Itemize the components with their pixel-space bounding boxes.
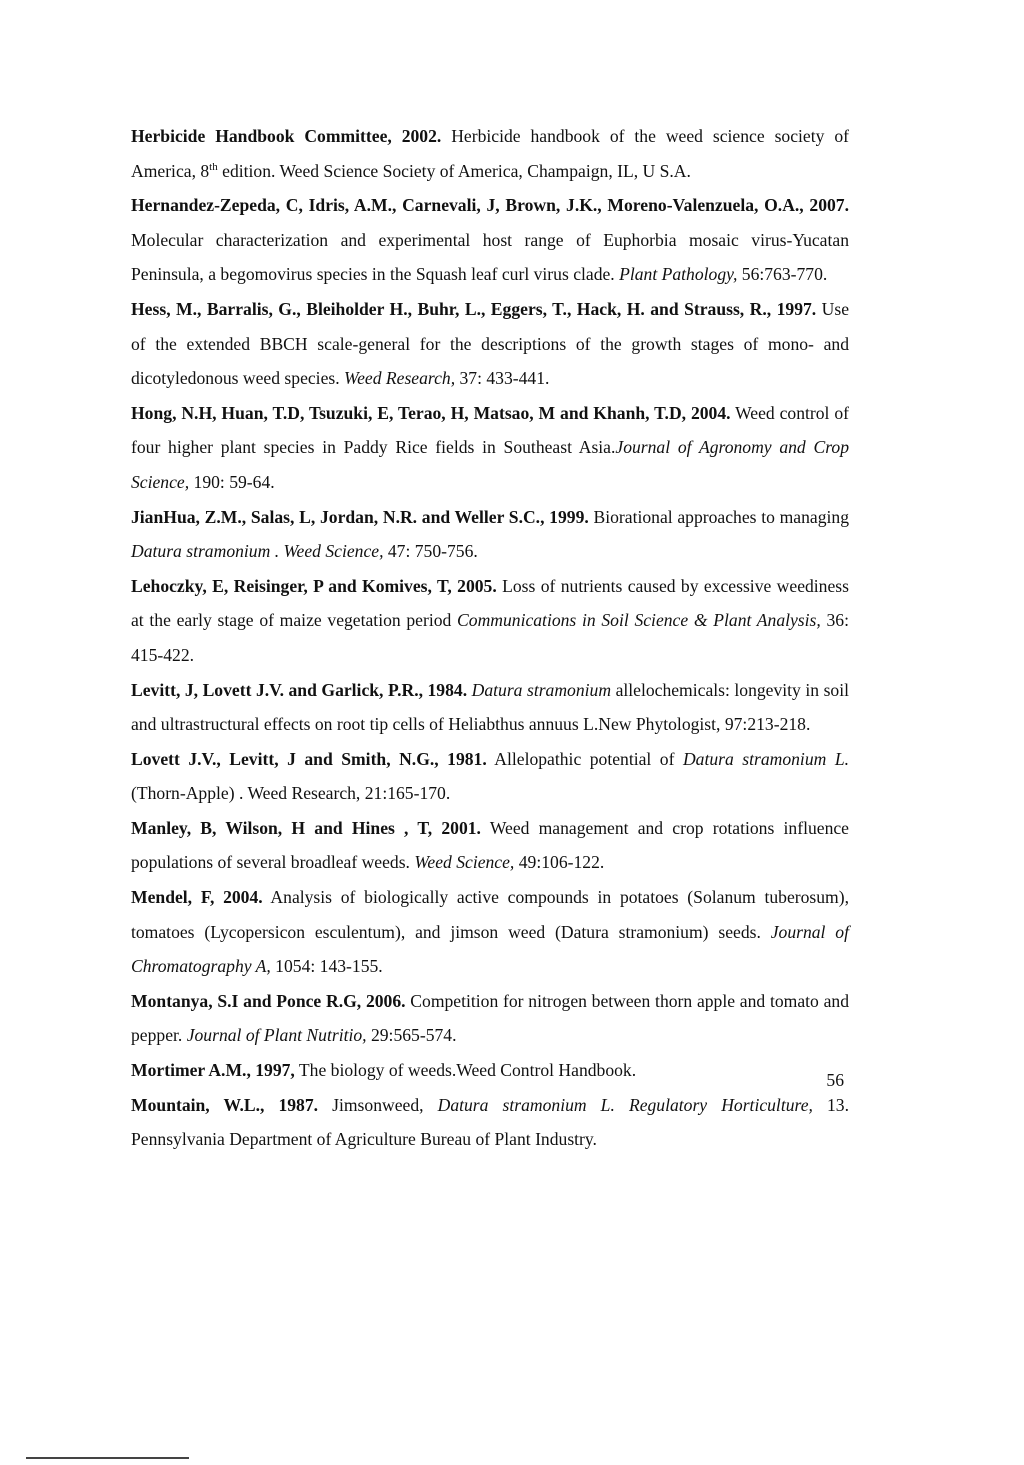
reference-text: allelochemicals: longevity in soil and ultrastructural effects on root tip cells of Heliabthus annuus L.New Phytologist, 97:213-218. (131, 679, 849, 735)
reference-text: 29:565-574. (366, 1025, 457, 1046)
reference-authors: Manley, B, Wilson, H and Hines , T, 2001. (131, 817, 481, 838)
reference-journal: Journal of Chromatography A, (131, 921, 849, 977)
reference-journal: Journal of Plant Nutritio, (186, 1025, 367, 1046)
reference-authors: Herbicide Handbook Committee, 2002. (131, 126, 442, 146)
reference-text: Weed control of four higher plant species in Paddy Rice fields in Southeast Asia. (131, 402, 849, 458)
reference-entry (131, 742, 849, 811)
reference-text: 1054: 143-155. (270, 956, 383, 977)
reference-entry (131, 396, 849, 500)
reference-journal: Datura stramonium . Weed Science, (131, 541, 384, 562)
reference-authors: Hong, N.H, Huan, T.D, Tsuzuki, E, Terao, H, Matsao, M and Khanh, T.D, 2004. (131, 402, 731, 423)
bottom-rule (26, 1457, 189, 1459)
reference-text: 13. Pennsylvania Department of Agriculture Bureau of Plant Industry. (131, 1094, 849, 1150)
reference-entry (131, 673, 849, 742)
reference-entry (131, 1053, 849, 1088)
reference-authors: Mountain, W.L., 1987. (131, 1094, 319, 1115)
reference-text: 190: 59-64. (189, 471, 275, 492)
reference-text: Jimsonweed, (318, 1094, 438, 1115)
reference-entry (131, 984, 849, 1053)
reference-authors: JianHua, Z.M., Salas, L, Jordan, N.R. and Weller S.C., 1999. (131, 506, 589, 527)
reference-text: (Thorn-Apple) . Weed Research, 21:165-170. (131, 783, 451, 804)
reference-authors: Mortimer A.M., 1997, (131, 1060, 295, 1081)
reference-authors: Hess, M., Barralis, G., Bleiholder H., Buhr, L., Eggers, T., Hack, H. and Strauss, R., 1997. (131, 298, 817, 319)
reference-entry (131, 188, 849, 292)
reference-text: 36: 415-422. (131, 610, 849, 665)
reference-text: Analysis of biologically active compounds in potatoes (Solanum tuberosum), tomatoes (Lycopersicon esculentum), and jimson weed (Datura stramonium) seeds. (131, 887, 849, 942)
reference-journal: Plant Pathology, (619, 264, 738, 285)
reference-text: 37: 433-441. (455, 368, 550, 389)
reference-entry (131, 292, 849, 396)
reference-entry (131, 119, 849, 188)
reference-text: 49:106-122. (514, 852, 605, 873)
reference-authors: Mendel, F, 2004. (131, 887, 263, 908)
reference-journal: Weed Research, (344, 368, 456, 389)
reference-journal: Datura stramonium L. Regulatory Horticulture, (437, 1094, 813, 1115)
reference-journal: Datura stramonium (471, 679, 612, 700)
reference-text: Use of the extended BBCH scale-general for the descriptions of the growth stages of mono- and dicotyledonous weed species. (131, 298, 849, 389)
reference-entry (131, 500, 849, 569)
reference-authors: Hernandez-Zepeda, C, Idris, A.M., Carnevali, J, Brown, J.K., Moreno-Valenzuela, O.A., 2007. (131, 195, 849, 216)
reference-text: 56:763-770. (737, 264, 828, 285)
reference-text: edition. Weed Science Society of America, Champaign, IL, U S.A. (217, 160, 691, 181)
reference-entry (131, 880, 849, 984)
reference-journal: Weed Science, (414, 852, 515, 873)
reference-authors: Montanya, S.I and Ponce R.G, 2006. (131, 990, 406, 1011)
reference-list (131, 119, 849, 1157)
reference-text: Allelopathic potential of (486, 748, 683, 769)
reference-journal: Communications in Soil Science & Plant Analysis, (457, 610, 821, 631)
reference-text: Competition for nitrogen between thorn apple and tomato and pepper. (131, 990, 849, 1046)
reference-authors: Levitt, J, Lovett J.V. and Garlick, P.R., 1984. (131, 679, 468, 700)
reference-entry (131, 811, 849, 880)
reference-text: The biology of weeds.Weed Control Handbook. (294, 1060, 637, 1081)
reference-authors: Lehoczky, E, Reisinger, P and Komives, T, 2005. (131, 575, 497, 596)
reference-journal: Datura stramonium L. (682, 748, 849, 769)
reference-text: Loss of nutrients caused by excessive weediness at the early stage of maize vegetation period (131, 575, 849, 631)
reference-entry (131, 1088, 849, 1157)
reference-text: Biorational approaches to managing (588, 506, 849, 527)
reference-text: Herbicide handbook of the weed science society of America, 8 (131, 126, 849, 181)
page-number: 56 (826, 1070, 844, 1090)
reference-text: 47: 750-756. (383, 541, 478, 562)
reference-journal: Journal of Agronomy and Crop Science, (131, 437, 849, 492)
reference-text: Weed management and crop rotations influence populations of several broadleaf weeds. (131, 817, 849, 873)
reference-entry (131, 569, 849, 673)
reference-superscript: th (209, 160, 218, 173)
reference-text: Molecular characterization and experimental host range of Euphorbia mosaic virus-Yucatan Peninsula, a begomovirus species in the Squash leaf curl virus clade. (131, 229, 849, 285)
reference-authors: Lovett J.V., Levitt, J and Smith, N.G., 1981. (131, 748, 487, 769)
